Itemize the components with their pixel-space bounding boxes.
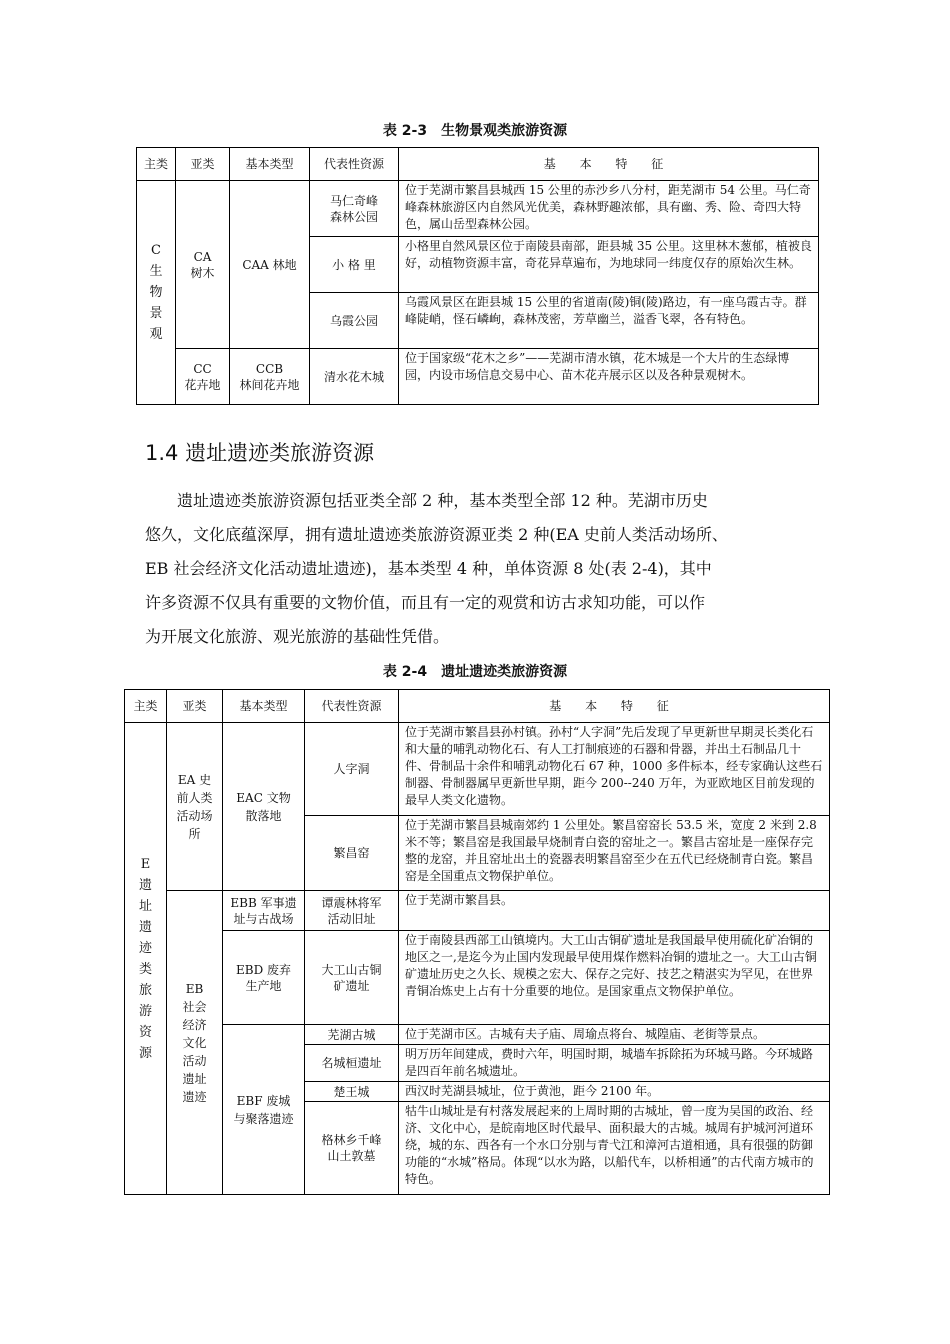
table-header-row <box>125 690 830 723</box>
resource-description: 位于芜湖市区。古城有夫子庙、周瑜点将台、城隍庙、老街等景点。 <box>399 1025 830 1045</box>
table-2-3 <box>136 147 819 405</box>
resource-name: 芜湖古城 <box>305 1025 399 1045</box>
resource-name: 马仁奇峰 森林公园 <box>310 181 399 237</box>
type-ebd: EBD 废弃 生产地 <box>223 931 305 1025</box>
type-caa: CAA 林地 <box>230 181 310 349</box>
resource-description: 西汉时芜湖县城址，位于黄池，距今 2100 年。 <box>399 1082 830 1102</box>
table-2-4-caption: 表 2-4 遗址遗迹类旅游资源 <box>382 664 568 680</box>
type-ccb: CCB 林间花卉地 <box>230 349 310 405</box>
resource-description: 牯牛山城址是有村落发展起来的上周时期的古城址，曾一度为吴国的政治、经济、文化中心，是皖南地区时代最早、面积最大的古城。城周有护城河河道环绕，城的东、西各有一个水口分别与青弋江和漳河古道相通，具有很强的防御功能的“水城”格局。体现“以水为路，以船代车，以桥相通”的古代南方城市的特色。 <box>399 1102 830 1195</box>
resource-name: 谭震林将军 活动旧址 <box>305 891 399 931</box>
header-sub-class: 亚类 <box>167 690 223 723</box>
section-heading: 1.4 遗址遗迹类旅游资源 <box>145 441 375 465</box>
table-row <box>125 931 830 1025</box>
table-row <box>137 349 819 405</box>
resource-description: 小格里自然风景区位于南陵县南部，距县城 35 公里。这里林木葱郁，植被良好，动植物资源丰富，奇花异草遍布，为地球同一纬度仅存的原始次生林。 <box>399 237 819 293</box>
table-row <box>125 891 830 931</box>
resource-description: 乌霞风景区在距县城 15 公里的省道南(陵)铜(陵)路边，有一座乌霞古寺。群峰陡峭，怪石嶙峋，森林茂密，芳草幽兰，溢香飞翠，各有特色。 <box>399 293 819 349</box>
sub-class-ea: EA 史 前人类 活动场 所 <box>167 723 223 891</box>
sub-class-ca: CA 树木 <box>176 181 230 349</box>
paragraph-line: 遗址遗迹类旅游资源包括亚类全部 2 种，基本类型全部 12 种。芜湖市历史 <box>177 491 708 510</box>
header-features: 基 本 特 征 <box>399 690 830 723</box>
type-ebb: EBB 军事遗 址与古战场 <box>223 891 305 931</box>
resource-name: 名城桓遗址 <box>305 1045 399 1082</box>
header-basic-type: 基本类型 <box>223 690 305 723</box>
table-row <box>137 181 819 237</box>
resource-name: 小 格 里 <box>310 237 399 293</box>
resource-description: 位于芜湖市繁昌县孙村镇。孙村“人字洞”先后发现了早更新世早期灵长类化石和大量的哺乳动物化石、有人工打制痕迹的石器和骨器，并出土石制品几十件、骨制品十余件和哺乳动物化石 67 种，1000 多件标本，经专家确认这些石制器、骨制器属早更新世早期，距今 200--240 万年，为亚欧地区目前发现的最早人类文化遗物。 <box>399 723 830 816</box>
header-main-class: 主类 <box>125 690 167 723</box>
table-header-row <box>137 148 819 181</box>
resource-name: 格林乡千峰 山土敦墓 <box>305 1102 399 1195</box>
paragraph-line: 悠久，文化底蕴深厚，拥有遗址遗迹类旅游资源亚类 2 种(EA 史前人类活动场所、 <box>145 525 728 544</box>
header-sub-class: 亚类 <box>176 148 230 181</box>
section-paragraph <box>145 484 810 654</box>
resource-name: 大工山古铜 矿遗址 <box>305 931 399 1025</box>
sub-class-cc: CC 花卉地 <box>176 349 230 405</box>
paragraph-line: EB 社会经济文化活动遗址遗迹)，基本类型 4 种，单体资源 8 处(表 2-4)，其中 <box>145 559 712 578</box>
main-class-cell <box>137 181 176 405</box>
table-row <box>125 1025 830 1045</box>
resource-description: 位于国家级“花木之乡”——芜湖市清水镇，花木城是一个大片的生态绿博园，内设市场信息交易中心、苗木花卉展示区以及各种景观树木。 <box>399 349 819 405</box>
resource-name: 楚王城 <box>305 1082 399 1102</box>
resource-description: 位于芜湖市繁昌县城南郊约 1 公里处。繁昌窑窑长 53.5 米，宽度 2 米到 2.8 米不等；繁昌窑是我国最早烧制青白瓷的窑址之一。繁昌古窑址是一座保存完整的龙窑，并且窑址出土的瓷器表明繁昌窑至少在五代已经烧制青白瓷。繁昌窑是全国重点文物保护单位。 <box>399 816 830 891</box>
resource-description: 明万历年间建成，费时六年，明国时期，城墙车拆除拓为环城马路。今环城路是四百年前名城遗址。 <box>399 1045 830 1082</box>
header-basic-type: 基本类型 <box>230 148 310 181</box>
resource-name: 清水花木城 <box>310 349 399 405</box>
type-ebf: EBF 废城 与聚落遗迹 <box>223 1025 305 1195</box>
paragraph-line: 为开展文化旅游、观光旅游的基础性凭借。 <box>145 627 450 646</box>
header-representative: 代表性资源 <box>310 148 399 181</box>
type-eac: EAC 文物 散落地 <box>223 723 305 891</box>
main-class-text: E遗址遗迹类旅游资源 <box>139 856 153 1061</box>
resource-description: 位于芜湖市繁昌县城西 15 公里的赤沙乡八分村，距芜湖市 54 公里。马仁奇峰森林旅游区内自然风光优美，森林野趣浓郁，具有幽、秀、险、奇四大特色，属山岳型森林公园。 <box>399 181 819 237</box>
table-2-3-caption: 表 2-3 生物景观类旅游资源 <box>382 123 568 139</box>
header-main-class: 主类 <box>137 148 176 181</box>
resource-description: 位于南陵县西部工山镇境内。大工山古铜矿遗址是我国最早使用硫化矿冶铜的地区之一,是迄今为止国内发现最早使用煤作燃料冶铜的遗址之一。大工山古铜矿遗址历史之久长、规模之宏大、保存之完好、技艺之精湛实为罕见，在世界青铜冶炼史上占有十分重要的地位。是国家重点文物保护单位。 <box>399 931 830 1025</box>
header-representative: 代表性资源 <box>305 690 399 723</box>
resource-name: 人字洞 <box>305 723 399 816</box>
table-row <box>125 723 830 816</box>
resource-name: 乌霞公园 <box>310 293 399 349</box>
sub-class-eb: EB 社会 经济 文化 活动 遗址 遗迹 <box>167 891 223 1195</box>
table-2-4 <box>124 689 830 1195</box>
resource-description: 位于芜湖市繁昌县。 <box>399 891 830 931</box>
main-class-text: C生物景观 <box>149 243 163 342</box>
resource-name: 繁昌窑 <box>305 816 399 891</box>
main-class-cell <box>125 723 167 1195</box>
header-features: 基 本 特 征 <box>399 148 819 181</box>
paragraph-line: 许多资源不仅具有重要的文物价值，而且有一定的观赏和访古求知功能，可以作 <box>145 593 706 612</box>
